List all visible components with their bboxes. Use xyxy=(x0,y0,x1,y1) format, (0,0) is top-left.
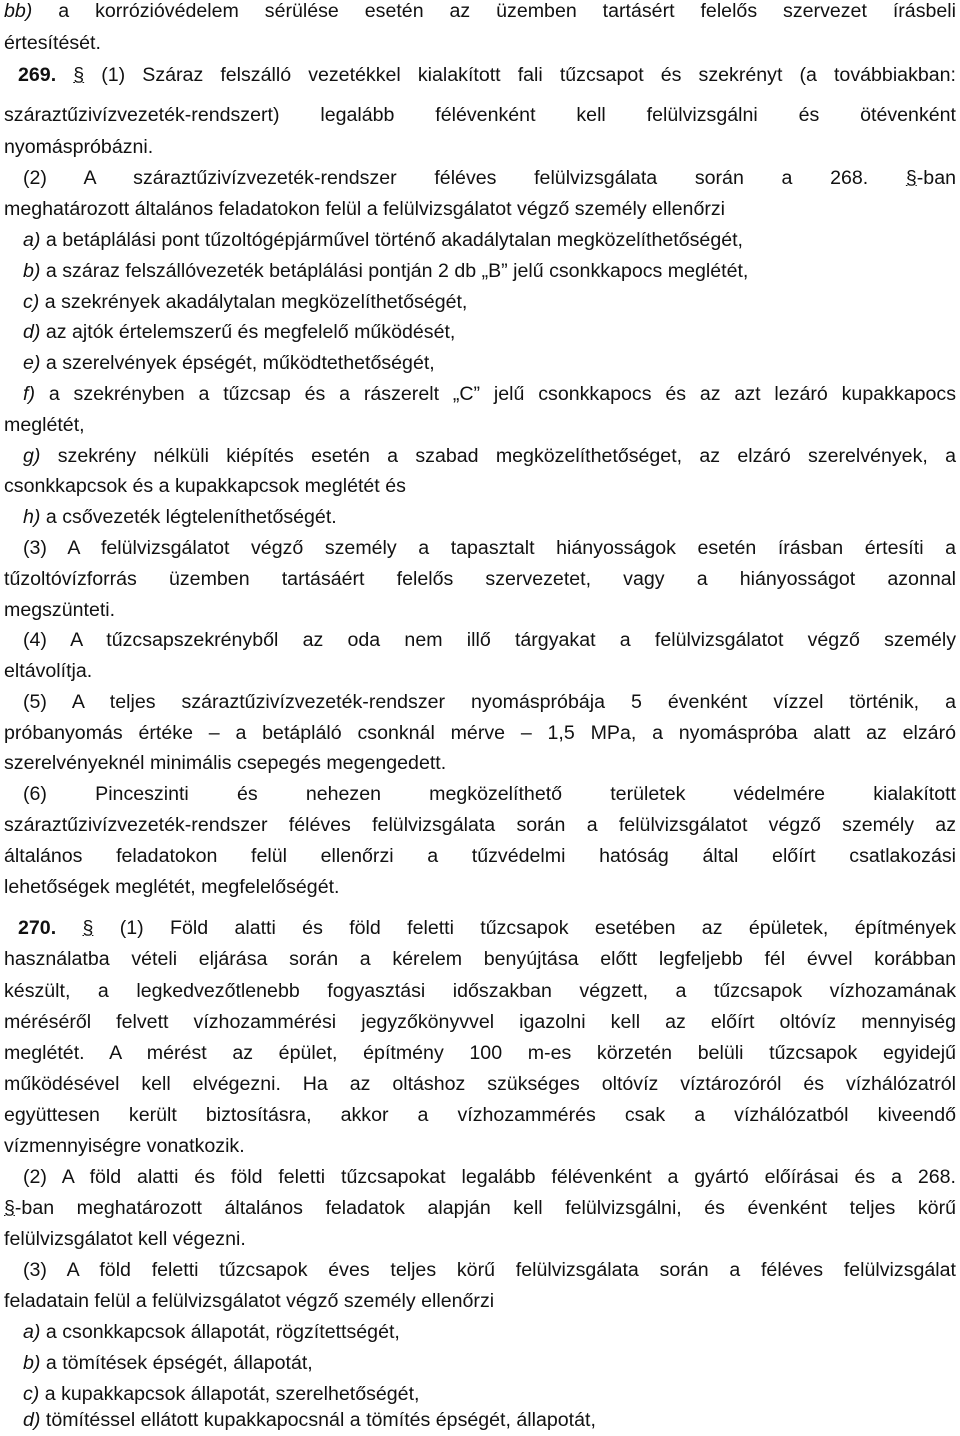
section-number: 269. xyxy=(18,64,57,86)
section-link[interactable]: § xyxy=(4,1197,15,1219)
section-link[interactable]: § xyxy=(73,64,85,86)
item-bb-line-2: értesítését. xyxy=(4,32,101,54)
list-item-d: d) az ajtók értelemszerű és megfelelő működését, xyxy=(23,321,456,343)
section-269-paragraph-3-line-2: tűzoltóvízforrás üzemben tartásáért felelős szervezetet, vagy a hiányosságot azonnal xyxy=(4,568,956,590)
section-269-paragraph-2-line-2: meghatározott általános feladatokon felül a felülvizsgálatot végző személy ellenőrzi xyxy=(4,198,726,220)
section-270-paragraph-1-line-3: készült, a legkedvezőtlenebb fogyasztási időszakban végzett, a tűzcsapok vízhozamának xyxy=(4,980,956,1002)
list-item-b: b) a tömítések épségét, állapotát, xyxy=(23,1352,313,1374)
section-270-paragraph-1-line-1: 270. § (1) Föld alatti és föld feletti tűzcsapok esetében az épületek, építmények xyxy=(18,913,956,943)
section-270-paragraph-3-line-2: feladatain felül a felülvizsgálatot végző személy ellenőrzi xyxy=(4,1290,495,1312)
section-270-paragraph-1-line-4: méréséről felvett vízhozammérési jegyzőkönyvvel igazolni kell az előírt oltóvíz mennyiség xyxy=(4,1011,956,1033)
section-270-paragraph-1-line-7: együttesen került biztosításra, akkor a vízhozammérés csak a vízhálózatból kiveendő xyxy=(4,1104,956,1126)
list-item-a: a) a betáplálási pont tűzoltógépjárművel történő akadálytalan megközelíthetőségét, xyxy=(23,229,743,251)
section-269-paragraph-1-line-2: száraztűzivízvezeték-rendszert) legalább félévenként kell felülvizsgálni és ötévenként xyxy=(4,104,956,126)
section-269-paragraph-6-line-1: (6) Pinceszinti és nehezen megközelíthető területek védelmére kialakított xyxy=(23,783,956,805)
section-269-paragraph-4-line-1: (4) A tűzcsapszekrényből az oda nem illő tárgyakat a felülvizsgálatot végző személy xyxy=(23,629,956,651)
section-270-paragraph-2-line-1: (2) A föld alatti és föld feletti tűzcsapokat legalább félévenként a gyártó előírásai és a 268. xyxy=(23,1166,956,1188)
section-269-paragraph-3-line-1: (3) A felülvizsgálatot végző személy a tapasztalt hiányosságok esetén írásban értesíti a xyxy=(23,537,956,559)
section-number: 270. xyxy=(18,917,57,939)
section-269-paragraph-5-line-3: szerelvényeknél minimális csepegés megengedett. xyxy=(4,752,447,774)
list-item-f-cont: meglétét, xyxy=(4,414,85,436)
section-270-paragraph-2-line-2: §-ban meghatározott általános feladatok alapján kell felülvizsgálni, és évenként teljes körű xyxy=(4,1193,956,1223)
list-item-c: c) a kupakkapcsok állapotát, szerelhetőségét, xyxy=(23,1383,420,1405)
list-item-d: d) tömítéssel ellátott kupakkapocsnál a tömítés épségét, állapotát, xyxy=(23,1409,596,1431)
section-269-paragraph-6-line-2: száraztűzivízvezeték-rendszer féléves felülvizsgálata során a felülvizsgálatot végző személy az xyxy=(4,814,956,836)
section-link[interactable]: § xyxy=(82,917,94,939)
section-270-paragraph-2-line-3: felülvizsgálatot kell végezni. xyxy=(4,1228,246,1250)
section-269-paragraph-3-line-3: megszünteti. xyxy=(4,599,116,621)
list-item-h: h) a csővezeték légteleníthetőségét. xyxy=(23,506,337,528)
section-269-paragraph-1-line-3: nyomáspróbázni. xyxy=(4,136,154,158)
section-270-paragraph-1-line-6: működésével kell elvégezni. Ha az oltáshoz szükséges oltóvíz víztározóról és vízhálózatról xyxy=(4,1073,956,1095)
section-269-paragraph-5-line-2: próbanyomás értéke – a betápláló csonknál mérve – 1,5 MPa, a nyomáspróba alatt az elzáró xyxy=(4,722,956,744)
section-270-paragraph-3-line-1: (3) A föld feletti tűzcsapok éves teljes körű felülvizsgálata során a féléves felülvizsgálat xyxy=(23,1259,956,1281)
item-label: bb) xyxy=(4,0,33,22)
section-270-paragraph-1-line-2: használatba vételi eljárása során a kérelem benyújtása előtt legfeljebb fél évvel korábban xyxy=(4,948,956,970)
section-269-paragraph-1-line-1: 269. § (1) Száraz felszálló vezetékkel kialakított fali tűzcsapot és szekrényt (a továbbiakban: xyxy=(18,60,956,90)
list-item-e: e) a szerelvények épségét, működtethetőségét, xyxy=(23,352,435,374)
section-270-paragraph-1-line-5: meglétét. A mérést az épület, építmény 100 m-es körzetén belüli tűzcsapok egyidejű xyxy=(4,1042,956,1064)
list-item-b: b) a száraz felszállóvezeték betáplálási pontján 2 db „B” jelű csonkkapocs meglétét, xyxy=(23,260,749,282)
section-270-paragraph-1-line-8: vízmennyiségre vonatkozik. xyxy=(4,1135,245,1157)
list-item-g: g) szekrény nélküli kiépítés esetén a szabad megközelíthetőséget, az elzáró szerelvények, a xyxy=(23,445,956,467)
section-269-paragraph-4-line-2: eltávolítja. xyxy=(4,660,93,682)
section-269-paragraph-6-line-3: általános feladatokon felül ellenőrzi a tűzvédelmi hatóság által előírt csatlakozási xyxy=(4,845,956,867)
item-bb-line-1: bb) a korrózióvédelem sérülése esetén az üzemben tartásért felelős szervezet írásbeli xyxy=(4,0,956,22)
section-269-paragraph-6-line-4: lehetőségek meglétét, megfelelőségét. xyxy=(4,876,340,898)
list-item-c: c) a szekrények akadálytalan megközelíthetőségét, xyxy=(23,291,468,313)
list-item-g-cont: csonkkapcsok és a kupakkapcsok meglétét és xyxy=(4,475,406,497)
section-link[interactable]: § xyxy=(905,167,917,189)
list-item-f: f) a szekrényben a tűzcsap és a rászerelt „C” jelű csonkkapocs és az azt lezáró kupakkapocs xyxy=(23,383,956,405)
list-item-a: a) a csonkkapcsok állapotát, rögzítettségét, xyxy=(23,1321,400,1343)
section-269-paragraph-5-line-1: (5) A teljes száraztűzivízvezeték-rendszer nyomáspróbája 5 évenként vízzel történik, a xyxy=(23,691,956,713)
section-269-paragraph-2-line-1: (2) A száraztűzivízvezeték-rendszer féléves felülvizsgálata során a 268. §-ban xyxy=(23,163,956,193)
